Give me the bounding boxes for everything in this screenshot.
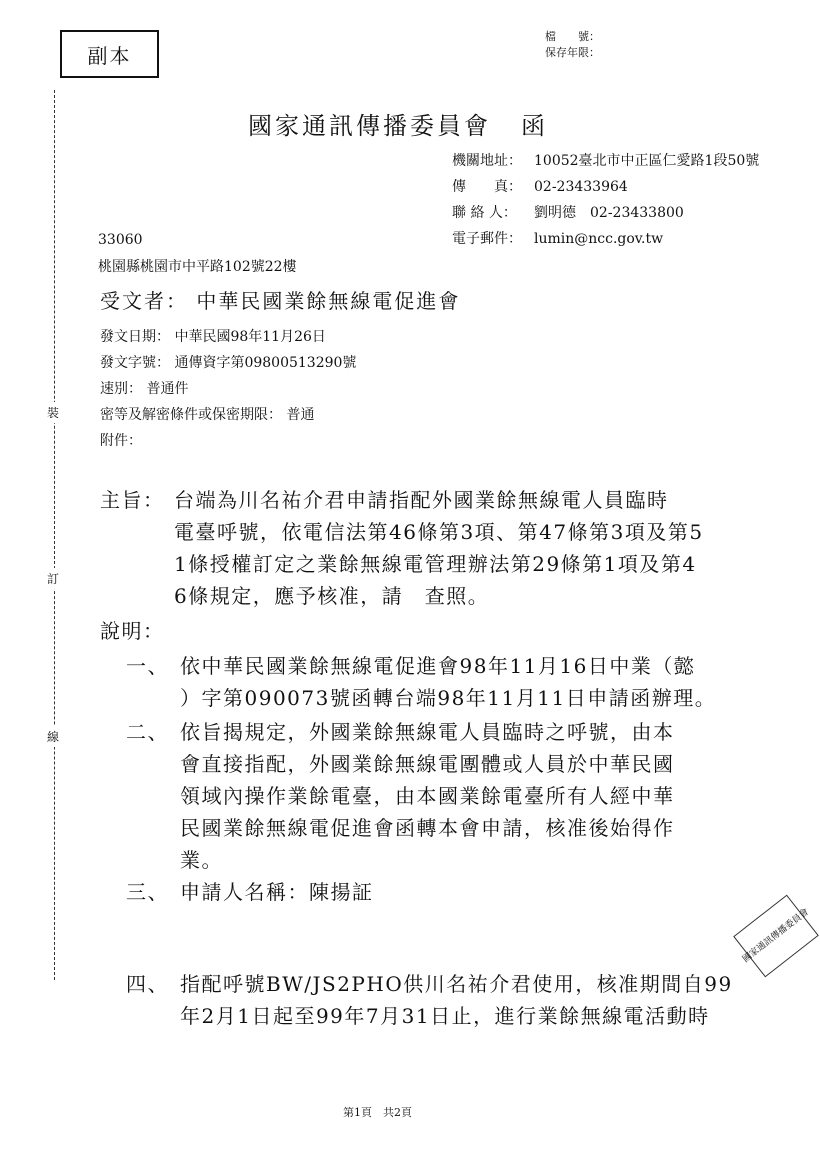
agency-contact-value: 劉明德 02-23433800 (534, 205, 684, 221)
subject-label: 主旨： (100, 488, 165, 512)
agency-address-value: 10052臺北市中正區仁愛路1段50號 (534, 153, 760, 169)
item-3-number: 三、 (126, 880, 169, 904)
urgency: 速別： 普通件 (100, 381, 189, 397)
issue-date: 發文日期： 中華民國98年11月26日 (100, 329, 326, 345)
explanation-label: 說明： (100, 619, 165, 643)
agency-fax-value: 02-23433964 (534, 179, 628, 195)
item-2-line-2: 會直接指配，外國業餘無線電團體或人員於中華民國 (180, 752, 675, 776)
item-1-number: 一、 (126, 654, 169, 678)
archive-number-label: 檔 號： (545, 30, 600, 43)
agency-fax (452, 178, 628, 196)
subject-line-4: 6條規定，應予核准，請 查照。 (174, 584, 490, 608)
item-2-line-1: 依旨揭規定，外國業餘無線電人員臨時之呼號，由本 (180, 720, 675, 744)
bind-mark: 裝 (47, 402, 59, 423)
recipient: 受文者： 中華民國業餘無線電促進會 (100, 289, 461, 313)
item-4-line-2: 年2月1日起至99年7月31日止，進行業餘無線電活動時 (180, 1004, 710, 1028)
binding-cut-line (54, 90, 55, 980)
subject-line-2: 電臺呼號，依電信法第46條第3項、第47條第3項及第5 (174, 520, 704, 544)
recipient-address: 桃園縣桃園市中平路102號22樓 (98, 259, 297, 275)
document-number: 發文字號： 通傳資字第09800513290號 (100, 355, 357, 371)
item-1-line-1: 依中華民國業餘無線電促進會98年11月16日中業（懿 (180, 654, 696, 678)
document-title (248, 106, 548, 141)
agency-email-value: lumin@ncc.gov.tw (534, 231, 664, 247)
recipient-postal-code: 33060 (98, 232, 143, 248)
agency-email (452, 230, 663, 248)
copy-label: 副本 (60, 30, 159, 78)
item-2-line-5: 業。 (180, 848, 223, 872)
title-org: 國家通訊傳播委員會 (248, 112, 491, 140)
agency-address (452, 152, 759, 170)
line-mark: 線 (47, 726, 59, 747)
subject-line-1: 台端為川名祐介君申請指配外國業餘無線電人員臨時 (174, 488, 669, 512)
item-2-line-3: 領域內操作業餘電臺，由本國業餘電臺所有人經中華 (180, 784, 675, 808)
classification: 密等及解密條件或保密期限： 普通 (100, 407, 315, 423)
agency-fax-label: 傳 真： (452, 179, 522, 195)
staple-mark: 訂 (47, 568, 59, 589)
item-4-line-1: 指配呼號BW/JS2PHO供川名祐介君使用，核准期間自99 (180, 972, 733, 996)
agency-address-label: 機關地址： (452, 153, 522, 169)
official-stamp: 國家通訊傳播委員會 (733, 895, 819, 978)
item-4-number: 四、 (126, 972, 169, 996)
retention-label: 保存年限： (545, 46, 600, 59)
title-doc-type: 函 (521, 112, 548, 140)
item-2-line-4: 民國業餘無線電促進會函轉本會申請，核准後始得作 (180, 816, 675, 840)
subject-line-3: 1條授權訂定之業餘無線電管理辦法第29條第1項及第4 (174, 552, 697, 576)
agency-contact (452, 204, 684, 222)
item-1-line-2: ）字第090073號函轉台端98年11月11日申請函辦理。 (180, 686, 717, 710)
attachments: 附件： (100, 433, 142, 449)
page-indicator: 第1頁 共2頁 (343, 1106, 412, 1119)
item-2-number: 二、 (126, 720, 169, 744)
agency-contact-label: 聯 絡 人： (452, 205, 517, 221)
item-3-line-1: 申請人名稱：陳揚証 (180, 880, 374, 904)
agency-email-label: 電子郵件： (452, 231, 522, 247)
